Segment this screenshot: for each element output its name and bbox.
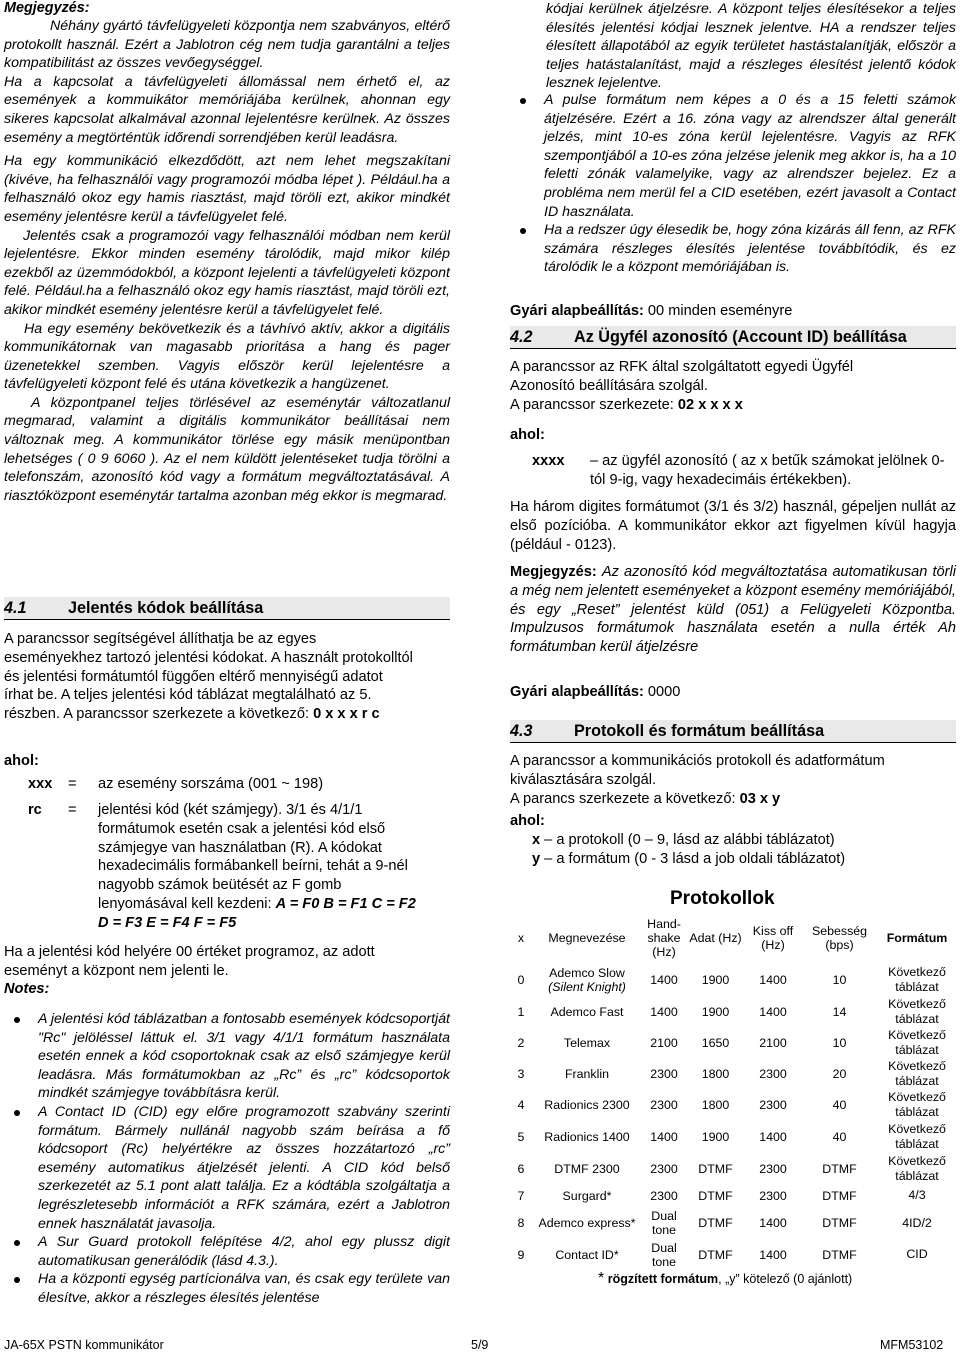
table-cell: 6 (517, 1161, 525, 1176)
note-heading: Megjegyzés: (4, 0, 90, 16)
table-header: Adat (Hz) (689, 931, 742, 945)
footnote-bold: rögzített formátum (607, 1272, 719, 1286)
table-cell: Következő táblázat (888, 1058, 946, 1088)
format-param-line (532, 850, 845, 869)
note-text: Az azonosító kód megváltoztatása automatikusan törli a még nem jelentett eseményeket a központ esemény memóriájából, és egy „Reset” jelentést küld (051) a Felügyeleti Központba. Impulzusos formátumok használata esetén a nulla érték Ah formátumban kerül átjelzésre (510, 564, 956, 656)
table-cell: 2100 (650, 1035, 678, 1050)
table-cell: Surgard* (562, 1188, 612, 1203)
body-paragraph: Ha három digites formátumot (3/1 és 3/2) használ, gépeljen nullát az első pozícióba. A kommunikátor ekkor azt figyelmen kívül hagyja (például - 0123). (510, 499, 956, 553)
definition-text (98, 801, 428, 933)
command-syntax: 0 x x x r c (313, 706, 380, 723)
note-paragraph (510, 563, 956, 657)
rc-description: jelentési kód (két számjegy). 3/1 és 4/1/1 formátumok esetén csak a jelentési kód első számjegye van használatban (R). A kódokat hexadecimális formábankell beírni, tehát a 9-nél nagyobb számok beütését az F gomb lenyomásával kell kezdeni: (98, 802, 408, 912)
table-cell: 1650 (701, 1035, 730, 1050)
note-paragraph: Jelentés csak a programozói vagy felhasználói módban nem kerül lejelentésre. Ekkor minden esemény tárolódik, majd mikor kilép ezekből az üzemmódokból, a központ lejelenti a távfelügyeleti központ felé. Például.ha a felhasználó okoz egy hamis riasztást, majd töröli ezt, akikor mindkét esemény jelentésre kerül a távfelügyelet felé. (4, 227, 450, 318)
footer-right: MFM53102 (880, 1338, 944, 1352)
table-header: Megnevezése (548, 931, 626, 945)
body-paragraph (4, 630, 414, 724)
bullet-item: A pulse formátum nem képes a 0 és a 15 feletti számok átjelzésére. Ezért a 16. zóna vagy az alrendszer által generált jelzés, mint 10-es zóna kerül lejelentésre. Vagyis az RFK szempontjából a 10-es zóna jelzése jelenik meg akkor is, ha a 10 feletti zónák valamelyike, vagy az alrendszer bejelez. Ez a probléma nem merül fel a CID esetében, ezért javasolt a Contact ID használata. (510, 91, 956, 221)
table-cell: 1400 (759, 1247, 787, 1262)
section-title: Jelentés kódok beállítása (68, 599, 264, 617)
section-4-1-body (4, 630, 414, 724)
table-cell: 1400 (759, 1216, 787, 1230)
table-row (510, 1239, 956, 1270)
table-cell: DTMF (698, 1188, 733, 1203)
table-cell: Dual tone (651, 1240, 677, 1269)
table-row (510, 964, 956, 996)
table-cell: Ademco Fast (550, 1004, 624, 1019)
table-cell: DTMF (822, 1247, 857, 1262)
table-cell: 2300 (650, 1098, 678, 1112)
command-syntax: 02 x x x x (677, 396, 743, 413)
table-cell: 4/3 (908, 1188, 926, 1202)
note-heading: Megjegyzés: (510, 564, 597, 580)
table-cell: 2300 (759, 1161, 787, 1176)
table-cell: 1400 (759, 973, 787, 987)
definition-row (28, 775, 414, 794)
table-row (510, 1089, 956, 1121)
table-cell: 2300 (759, 1066, 787, 1081)
table-cell: 8 (517, 1216, 525, 1230)
cell-line: Ademco Slow (549, 966, 625, 980)
table-cell: 2 (517, 1035, 525, 1050)
definition-row (532, 452, 956, 490)
table-cell: 7 (517, 1188, 525, 1203)
table-cell: 9 (517, 1247, 525, 1262)
body-paragraph (510, 396, 900, 415)
protocol-param-line (532, 831, 835, 850)
command-syntax: 03 x y (739, 790, 781, 807)
table-cell: 1400 (759, 1004, 787, 1019)
table-cell: 2100 (759, 1035, 787, 1050)
table-cell: 10 (832, 973, 847, 987)
section-heading-4-2 (510, 326, 956, 349)
footnote-star: * (598, 1270, 605, 1287)
table-row (510, 1207, 956, 1239)
table-cell: 3 (517, 1066, 525, 1081)
definition-text: – az ügyfél azonosító ( az x betűk számokat jelölnek 0-tól 9-ig, vagy hexadecimáis értékekben). (590, 453, 945, 488)
table-cell (532, 964, 642, 996)
table-row (510, 1121, 956, 1153)
table-cell: 5 (517, 1130, 525, 1144)
cell-line: (Silent Knight) (548, 980, 626, 994)
table-cell: 1400 (650, 973, 678, 987)
note-paragraph: Ha egy esemény bekövetkezik és a távhívó aktív, akkor a digitális kommunikátornak van magasabb prioritása a hang és pager üzenetekkel szemben. Vagyis először kerül lejelentésre a távfelügyeleti központ felé és utána következik a hangüzenet. (4, 320, 450, 393)
table-cell: 40 (832, 1130, 847, 1144)
note-block (4, 0, 450, 505)
table-cell: Contact ID* (555, 1247, 619, 1262)
section-4-3-body (510, 752, 930, 808)
table-title: Protokollok (670, 888, 775, 909)
section-4-2-body (510, 358, 900, 414)
table-cell: CID (906, 1247, 928, 1261)
table-cell: 2300 (650, 1066, 678, 1081)
notes-item: Ha a központi egység partícionálva van, és csak egy területe van élesítve, akkor a részleges élesítés jelentése (4, 1270, 450, 1307)
equals-sign: = (68, 802, 77, 818)
table-footnote (598, 1270, 852, 1288)
table-cell: 14 (832, 1004, 847, 1019)
table-header-row (510, 912, 956, 964)
table-cell: DTMF (822, 1216, 857, 1230)
default-label: Gyári alapbeállítás: (510, 303, 644, 319)
table-cell: 0 (517, 973, 525, 987)
ahol-label: ahol: (510, 813, 545, 829)
table-row (510, 1153, 956, 1184)
table-cell: DTMF (698, 1161, 733, 1176)
table-cell: DTMF (698, 1247, 733, 1262)
table-cell: Radionics 2300 (544, 1098, 630, 1112)
note-paragraph: Ha a kapcsolat a távfelügyeleti állomással nem érhető el, az események a kommuikátor memóriájába kerülnek, ahonnan egy sikeres kapcsolat alkalmával azonnal lejelentésre kerülnek. Az összes esemény a megtörténtük időrendi sorrendjében kerül leadásra. (4, 73, 450, 146)
table-header: Hand-shake (Hz) (647, 917, 681, 959)
table-cell: 1400 (759, 1130, 787, 1144)
table-cell: 2300 (650, 1188, 678, 1203)
continued-paragraph: kódjai kerülnek átjelzésre. A központ teljes élesítésekor a teljes élesítés jelentési kódjai lesznek jelentve. HA a rendszer teljes élesített állapotából az egyik területet hastástalanítják, először a teljes hatástalanítást, majd a részleges élesítést jelentő kódok lesznek lejelentve. (546, 1, 956, 92)
table-row (510, 996, 956, 1027)
table-cell: 1800 (701, 1066, 730, 1081)
table-cell: Dual tone (651, 1209, 677, 1237)
section-title: Protokoll és formátum beállítása (574, 722, 825, 740)
default-value: 00 minden eseményre (647, 303, 793, 319)
note-paragraph: A központpanel teljes törlésével az eseménytár változatlanul megmarad, valamint a digitális kommunikátor beállításai nem változnak meg. A kommunikátor törlése egy másik menüpontban lehetséges ( 0 9 6060 ). Az el nem küldött jelentéseket tudja törölni a telefonszám, azonosító kód vagy a formátum megváltoztatásával. A riasztóközpont eseménytár tartalma azonban még ekkor is megmarad. (4, 394, 450, 504)
page-number: 5/9 (471, 1338, 489, 1352)
table-cell: 1900 (701, 1130, 730, 1144)
body-paragraph: A parancssor az RFK által szolgáltatott egyedi Ügyfél Azonosító beállítására szolgál. (510, 359, 854, 394)
body-paragraph: Ha a jelentési kód helyére 00 értéket programoz, az adott eseményt a központ nem jelenti le. (4, 944, 375, 979)
section-title: Az Ügyfél azonosító (Account ID) beállítása (574, 328, 907, 346)
table-header: Formátum (886, 931, 948, 945)
table-cell: Következő táblázat (888, 1122, 946, 1151)
definition-row (28, 801, 428, 933)
table-cell: DTMF (822, 1161, 857, 1176)
hex-mapping: A = F0 B = F1 C = F2 D = F3 E = F4 F = F5 (98, 895, 416, 931)
table-cell: Telemax (563, 1035, 611, 1050)
table-cell: 1400 (650, 1130, 678, 1144)
definition-text: az esemény sorszáma (001 ~ 198) (98, 776, 324, 792)
note-paragraph: Ha egy kommunikáció elkezdődött, azt nem lehet megszakítani (kivéve, ha felhasználói vagy programozói módba lépet ). Például.ha a felhasználó okoz egy hamis riasztást, majd töröli ezt, akikor mindkét esemény jelentésre kerül a távfelügyelet felé. (4, 153, 450, 225)
default-setting (510, 683, 680, 702)
param-text: – a formátum (0 - 3 lásd a job oldali táblázatot) (540, 851, 846, 867)
table-cell: 10 (832, 1035, 847, 1050)
protocol-table (510, 886, 956, 1270)
ahol-label: ahol: (4, 753, 39, 769)
section-heading-4-1 (4, 597, 450, 620)
note-paragraph: Néhány gyártó távfelügyeleti központja nem szabványos, eltérő protokollt használ. Ezért a Jablotron cég nem tudja garantálni a teljes kompatibilitást az összes vevőegységgel. (4, 18, 450, 72)
definition-key: xxx (28, 776, 53, 792)
table-row (510, 1058, 956, 1089)
notes-item: A Contact ID (CID) egy előre programozott szabvány szerinti formátum. Bármely nullánál nagyobb szám beírása a fő kódcsoport (Rc) helyértékre az összes hozzátartozó „rc” esemény automatikus átjelzését jelenti. A CID kód belső szerkezetét az 5.1 pont alatt találja. Ez a kódtábla szolgáltatja a legrészletesebb információt a RFK számára, ezért a Jablotron ennek használatát javasolja. (4, 1103, 450, 1233)
table-cell: Franklin (564, 1066, 610, 1081)
table-cell: 4 (517, 1098, 525, 1112)
intro-text: A parancssor segítségével állíthatja be az egyes eseményekhez tartozó jelentési kódokat. A használt protokolltól és jelentési formátumtól függően eltérő mennyiségű adatot írhat be. A teljes jelentési kód táblázat megtalálható az 5. részben. A parancssor szerkezete a következő: (4, 631, 413, 723)
table-cell: Következő táblázat (888, 1153, 946, 1183)
param-key: x (532, 832, 541, 848)
definition-key: xxxx (532, 453, 565, 469)
table-cell: 2300 (650, 1161, 678, 1176)
param-text: – a protokoll (0 – 9, lásd az alábbi táblázatot) (540, 832, 835, 848)
table-cell: 1900 (701, 973, 730, 987)
notes-item: A Sur Guard protokoll felépítése 4/2, ahol egy plussz digit automatikusan generálódik (lásd 4.3.). (4, 1233, 450, 1270)
ahol-label: ahol: (510, 427, 545, 443)
table-cell: 2300 (759, 1188, 787, 1203)
table-header: x (517, 931, 525, 945)
section-heading-4-3 (510, 720, 956, 743)
table-cell: DTMF (698, 1216, 733, 1230)
notes-list (4, 1010, 450, 1308)
table-cell: 40 (832, 1098, 847, 1112)
param-key: y (532, 851, 541, 867)
section-number: 4.1 (4, 599, 27, 617)
table-cell: 1800 (701, 1098, 730, 1112)
notes-heading: Notes: (4, 981, 50, 997)
table-row (510, 1027, 956, 1058)
equals-sign: = (68, 776, 77, 792)
table-cell: Következő táblázat (888, 1027, 946, 1057)
definition-key: rc (28, 802, 42, 818)
table-cell: 4ID/2 (902, 1215, 932, 1230)
table-cell: 20 (832, 1066, 847, 1081)
table-cell: Következő táblázat (888, 1090, 946, 1119)
footer-left: JA-65X PSTN kommunikátor (4, 1338, 164, 1352)
table-cell: Ademco express* (538, 1216, 636, 1230)
table-cell: 1400 (650, 1004, 678, 1019)
table-cell: 2300 (759, 1098, 787, 1112)
table-row (510, 1184, 956, 1207)
default-setting (510, 302, 792, 321)
table-cell: 1 (517, 1004, 525, 1019)
body-paragraph (510, 790, 930, 809)
syntax-label: A parancs szerkezete a következő: (510, 790, 736, 807)
syntax-label: A parancssor szerkezete: (510, 396, 674, 413)
section-number: 4.2 (510, 328, 533, 346)
bullet-item: Ha a redszer úgy élesedik be, hogy zóna kizárás áll fenn, az RFK számára részleges élesítés jelentése továbbítódik, és ez tárolódik le a központ memóriájában is. (510, 221, 956, 277)
body-paragraph: A parancssor a kommunikációs protokoll és adatformátum kiválasztására szolgál. (510, 753, 885, 788)
table-cell: Radionics 1400 (544, 1130, 630, 1144)
table-cell: Következő táblázat (888, 996, 946, 1026)
section-number: 4.3 (510, 722, 533, 740)
table-cell: DTMF 2300 (554, 1161, 620, 1176)
table-cell: 1900 (701, 1004, 730, 1019)
footnote-text: , „y” kötelező (0 ajánlott) (718, 1272, 853, 1286)
default-label: Gyári alapbeállítás: (510, 684, 644, 700)
table-cell: Következő táblázat (888, 965, 946, 994)
table-header: Kiss off (Hz) (752, 924, 794, 952)
table-header: Sebesség (bps) (811, 924, 868, 952)
bullet-list (510, 91, 956, 277)
table-cell: DTMF (822, 1188, 857, 1203)
notes-item: A jelentési kód táblázatban a fontosabb események kódcsoportját "Rc" jelöléssel láttuk el. 3/1 vagy 4/1/1 formátum használata esetén ennek a kód csoportoknak csak az első számjegye kerül leadásra. Más formátumokban az „Rc” és „rc” kódcsoportok mindkét számjegye továbbításra kerül. (4, 1010, 450, 1103)
default-value: 0000 (647, 684, 681, 700)
